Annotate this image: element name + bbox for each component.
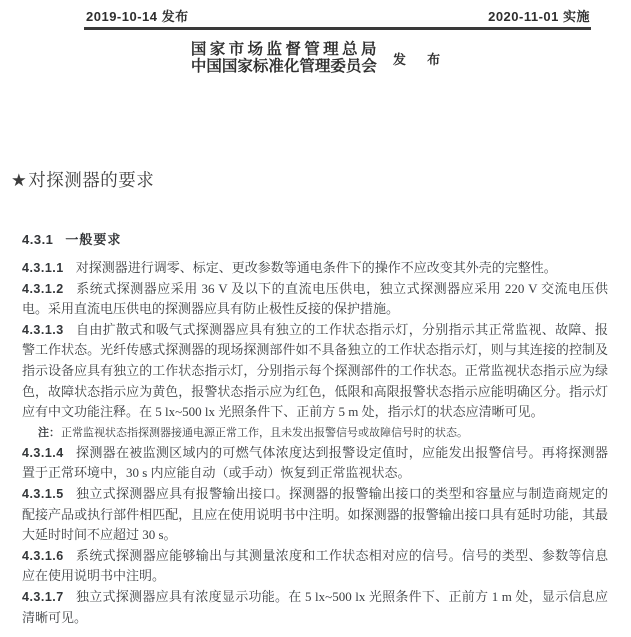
- clause-number: 4.3.1.1: [22, 261, 64, 275]
- highlight-title: [11, 167, 154, 192]
- clause-number: 4.3.1.3: [22, 322, 64, 337]
- clause-number: 4.3.1.2: [22, 281, 64, 296]
- note-label: 注：: [38, 426, 60, 439]
- clause-number: 4.3.1.6: [22, 548, 64, 563]
- issuer-name-line2: 中国国家标准化管理委员会: [190, 58, 377, 75]
- clause-text: 对探测器进行调零、标定、更改参数等通电条件下的操作不应改变其外壳的完整性。: [75, 260, 557, 275]
- section-title: 一般要求: [65, 232, 122, 247]
- clause-text: 探测器在被监测区域内的可燃气体浓度达到报警设定值时，应能发出报警信号。再将探测器置于正常环境中，30 s 内应能自动（或手动）恢复到正常监视状态。: [22, 444, 608, 481]
- clause-4-3-1-1: [22, 258, 608, 279]
- issuer-name-line1: 国家市场监督管理总局: [190, 41, 380, 58]
- issuer-block: [0, 41, 631, 75]
- section-number: 4.3.1: [22, 232, 54, 247]
- standard-dates-row: [86, 6, 590, 25]
- clause-4-3-1-5: [22, 484, 608, 546]
- clause-number: 4.3.1.7: [22, 589, 64, 604]
- clause-note: [22, 423, 608, 443]
- highlight-title-text: 对探测器的要求: [28, 170, 155, 190]
- implementation-date: 2020-11-01 实施: [488, 9, 590, 24]
- issuer-names: [190, 41, 380, 75]
- clause-number: 4.3.1.4: [22, 445, 64, 460]
- clause-text: 系统式探测器应能够输出与其测量浓度和工作状态相对应的信号。信号的类型、参数等信息应在使用说明书中注明。: [22, 547, 608, 584]
- clause-4-3-1-4: [22, 443, 608, 484]
- clause-4-3-1-7: [22, 587, 608, 628]
- clause-4-3-1-6: [22, 546, 608, 587]
- clause-text: 独立式探测器应具有浓度显示功能。在 5 lx~500 lx 光照条件下、正前方 1 m 处，显示信息应清晰可见。: [22, 588, 608, 625]
- clause-4-3-1-2: [22, 279, 608, 320]
- publish-date: 2019-10-14 发布: [86, 9, 189, 24]
- clause-4-3-1-3: [22, 320, 608, 423]
- clause-text: 系统式探测器应采用 36 V 及以下的直流电压供电，独立式探测器应采用 220 V 交流电压供电。采用直流电压供电的探测器应具有防止极性反接的保护措施。: [22, 280, 608, 317]
- clause-number: 4.3.1.5: [22, 486, 64, 501]
- issue-label: 发 布: [392, 51, 450, 67]
- section-heading: [22, 229, 608, 248]
- clause-text: 独立式探测器应具有报警输出接口。探测器的报警输出接口的类型和容量应与制造商规定的配接产品或执行部件相匹配，且应在使用说明书中注明。如探测器的报警输出接口具有延时功能，其最大延时时间不应超过 30 s。: [22, 485, 608, 543]
- clause-text: 自由扩散式和吸气式探测器应具有独立的工作状态指示灯，分别指示其正常监视、故障、报警工作状态。光纤传感式探测器的现场探测部件如不具备独立的工作状态指示灯，则与其连接的控制及指示设备应具有独立的工作状态指示灯，分别指示每个探测部件的工作状态。正常监视状态指示应为绿色，故障状态指示应为黄色，报警状态指示应为红色，低限和高限报警状态指示应能明确区分。指示灯应有中文功能注释。在 5 lx~500 lx 光照条件下、正前方 5 m 处，指示灯的状态应清晰可见。: [22, 321, 608, 420]
- clause-body: [22, 229, 608, 628]
- note-text: 正常监视状态指探测器接通电源正常工作，且未发出报警信号或故障信号时的状态。: [61, 426, 468, 439]
- star-icon: ★: [11, 170, 28, 190]
- header-rule: [84, 27, 591, 30]
